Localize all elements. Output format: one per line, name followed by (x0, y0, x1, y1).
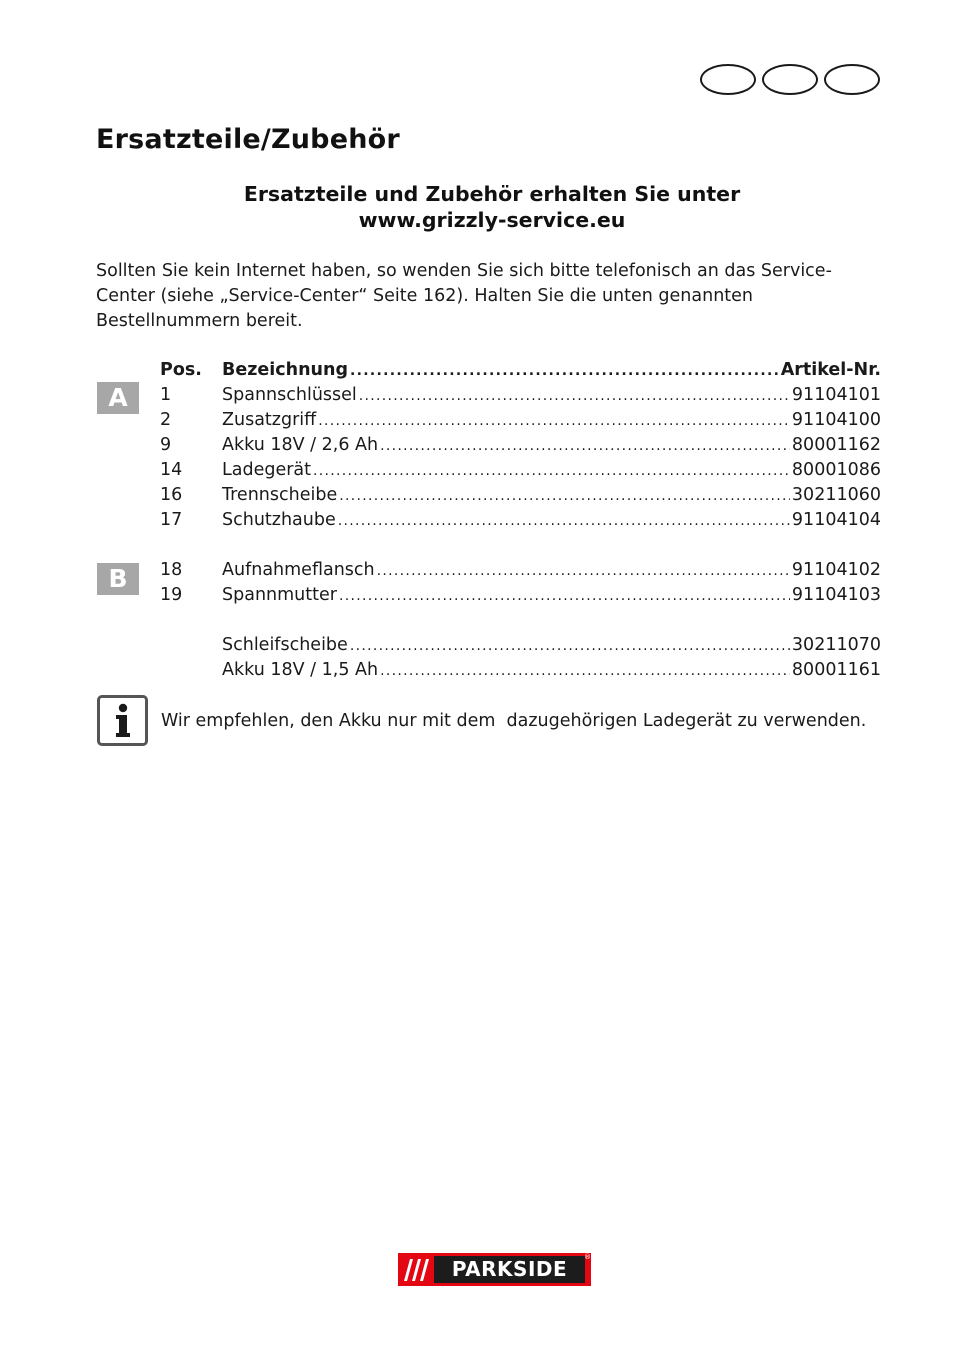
row-name: Zusatzgriff (222, 410, 317, 430)
row-pos: 1 (160, 385, 172, 405)
row-artno: 80001161 (791, 660, 881, 680)
leader-dots (338, 509, 790, 534)
leader-dots (380, 659, 790, 684)
row-name: Aufnahmeflansch (222, 560, 375, 580)
table-row (160, 558, 881, 583)
logo-trademark: ® (584, 1253, 591, 1261)
leader-dots (350, 634, 790, 659)
row-pos: 2 (160, 410, 172, 430)
row-artno: 30211070 (791, 635, 881, 655)
table-row (160, 433, 881, 458)
row-name: Ladegerät (222, 460, 312, 480)
header-artno: Artikel-Nr. (780, 360, 881, 380)
row-pos: 16 (160, 485, 183, 505)
row-pos: 14 (160, 460, 183, 480)
subtitle (96, 181, 888, 233)
header-pos: Pos. (160, 360, 202, 380)
row-name: Schleifscheibe (222, 635, 348, 655)
table-row (160, 458, 881, 483)
service-url[interactable]: www.grizzly-service.eu (358, 208, 626, 232)
leader-dots (318, 409, 790, 434)
leader-dots (377, 559, 790, 584)
row-artno: 80001162 (791, 435, 881, 455)
leader-dots (313, 459, 790, 484)
leader-dots (359, 384, 790, 409)
section-marker-b: B (97, 563, 139, 595)
row-artno: 91104104 (791, 510, 881, 530)
info-icon (97, 695, 148, 746)
row-name: Schutzhaube (222, 510, 336, 530)
table-row (160, 508, 881, 533)
info-icon-glyph (100, 698, 145, 743)
language-ovals (700, 64, 880, 95)
row-artno: 91104102 (791, 560, 881, 580)
leader-dots (339, 584, 790, 609)
parkside-logo (398, 1253, 591, 1286)
row-pos: 9 (160, 435, 172, 455)
language-oval-3 (824, 64, 880, 95)
row-artno: 91104101 (791, 385, 881, 405)
table-row (160, 658, 881, 683)
row-pos: 18 (160, 560, 183, 580)
row-name: Akku 18V / 1,5 Ah (222, 660, 379, 680)
table-row (160, 408, 881, 433)
language-oval-2 (762, 64, 818, 95)
row-artno: 91104103 (791, 585, 881, 605)
parts-table-header (160, 358, 881, 383)
intro-paragraph: Sollten Sie kein Internet haben, so wenden Sie sich bitte telefonisch an das Service-Center (siehe „Service-Center“ Seite 162). Halten Sie die unten genannten Bestellnummern bereit. (96, 261, 832, 331)
info-note: Wir empfehlen, den Akku nur mit dem dazugehörigen Ladegerät zu verwenden. (161, 711, 867, 731)
page-title: Ersatzteile/Zubehör (96, 124, 400, 155)
logo-stripes-icon (398, 1253, 434, 1286)
section-marker-a: A (97, 382, 139, 414)
parts-table (160, 358, 881, 683)
row-artno: 91104100 (791, 410, 881, 430)
language-oval-1 (700, 64, 756, 95)
row-name: Spannmutter (222, 585, 337, 605)
table-spacer (160, 533, 881, 558)
leader-dots (380, 434, 790, 459)
subtitle-line-1: Ersatzteile und Zubehör erhalten Sie unter (243, 182, 741, 206)
row-name: Akku 18V / 2,6 Ah (222, 435, 379, 455)
table-row (160, 583, 881, 608)
leader-dots (339, 484, 790, 509)
row-artno: 80001086 (791, 460, 881, 480)
leader-dots (350, 359, 779, 384)
table-row (160, 383, 881, 408)
row-artno: 30211060 (791, 485, 881, 505)
table-spacer (160, 608, 881, 633)
table-row (160, 483, 881, 508)
row-pos: 17 (160, 510, 183, 530)
logo-wordmark: PARKSIDE (434, 1256, 585, 1283)
row-name: Spannschlüssel (222, 385, 357, 405)
row-pos: 19 (160, 585, 183, 605)
header-name: Bezeichnung (222, 360, 348, 380)
row-name: Trennscheibe (222, 485, 338, 505)
table-row (160, 633, 881, 658)
